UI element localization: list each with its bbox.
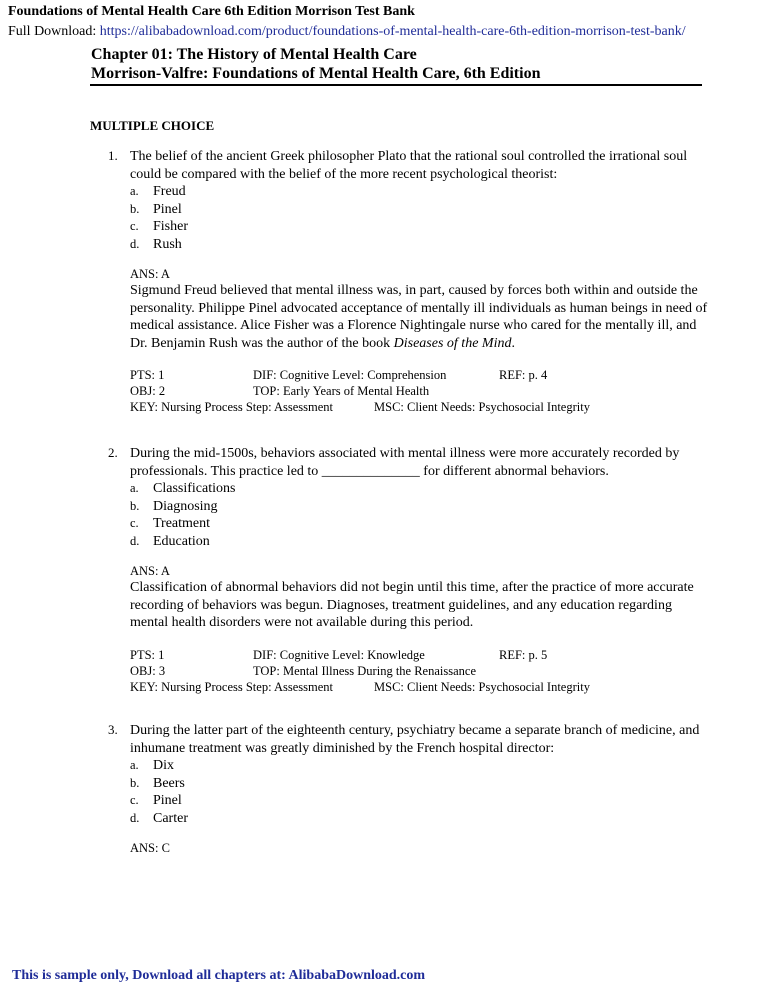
choice-item: [130, 201, 708, 219]
question-metadata: [130, 367, 708, 415]
choice-letter: b.: [130, 775, 140, 790]
choice-letter: c.: [130, 516, 139, 530]
question-text: During the mid-1500s, behaviors associated with mental illness were more accurately recorded by professionals. This practice led to ______________ for different abnormal behaviors.: [130, 446, 680, 479]
choice-letter: c.: [130, 793, 139, 807]
question-3: [108, 722, 708, 856]
choice-item: [130, 757, 708, 775]
download-line: [8, 24, 686, 40]
choice-text: Treatment: [153, 516, 211, 531]
msc: MSC: Client Needs: Psychosocial Integrity: [374, 679, 590, 694]
question-1: [108, 148, 708, 415]
section-title: MULTIPLE CHOICE: [90, 118, 215, 133]
question-number: 3.: [108, 722, 118, 737]
choice-text: Pinel: [153, 793, 182, 808]
key: KEY: Nursing Process Step: Assessment: [130, 679, 334, 694]
choice-item: [130, 533, 708, 551]
choice-text: Education: [153, 533, 210, 549]
choice-letter: d.: [130, 810, 140, 825]
msc: MSC: Client Needs: Psychosocial Integrity: [374, 400, 590, 414]
choice-text: Classifications: [153, 481, 236, 496]
choice-text: Dix: [153, 758, 174, 773]
choice-text: Rush: [153, 236, 182, 252]
choice-item: [130, 236, 708, 254]
choice-item: [130, 775, 708, 793]
download-link[interactable]: https://alibabadownload.com/product/foundations-of-mental-health-care-6th-edition-morrison-test-bank/: [99, 24, 686, 39]
choice-letter: d.: [130, 236, 140, 251]
choice-item: [130, 792, 708, 810]
difficulty: DIF: Cognitive Level: Knowledge: [253, 647, 425, 662]
choice-text: Pinel: [153, 201, 182, 217]
choice-letter: c.: [130, 219, 139, 233]
choice-text: Beers: [153, 775, 185, 791]
answer: ANS: C: [130, 841, 170, 855]
difficulty: DIF: Cognitive Level: Comprehension: [253, 368, 447, 382]
chapter-title: Chapter 01: The History of Mental Health Care: [91, 46, 417, 63]
book-title: Morrison-Valfre: Foundations of Mental Health Care, 6th Edition: [91, 65, 541, 82]
topic: TOP: Mental Illness During the Renaissance: [253, 663, 476, 678]
objective: OBJ: 3: [130, 663, 166, 678]
choice-text: Carter: [153, 810, 188, 826]
rationale-text: Sigmund Freud believed that mental illness was, in part, caused by forces both within and outside the personality. Philippe Pinel advocated acceptance of mentally ill individuals as human beings in need of medical assistance. Alice Fisher was a Florence Nightingale nurse who cared for the mentally ill, and Dr. Benjamin Rush was the author of the book: [130, 283, 708, 351]
question-text: The belief of the ancient Greek philosopher Plato that the rational soul controlled the irrational soul could be compared with the belief of the more recent psychological theorist:: [130, 149, 688, 182]
question-metadata: [130, 647, 708, 695]
choice-item: [130, 498, 708, 516]
reference: REF: p. 5: [499, 647, 548, 662]
question-number: 2.: [108, 445, 118, 460]
points: PTS: 1: [130, 647, 165, 662]
choice-item: [130, 183, 708, 201]
rationale-end: .: [511, 335, 515, 351]
choice-text: Diagnosing: [153, 498, 218, 514]
rationale: Classification of abnormal behaviors did not begin until this time, after the practice of more accurate recording of behaviors was begun. Diagnoses, treatment guidelines, and any education regarding mental health disorders were not available during this period.: [130, 580, 694, 630]
choice-list: [130, 183, 708, 253]
download-label: Full Download:: [8, 24, 97, 39]
question-text: During the latter part of the eighteenth century, psychiatry became a separate branch of medicine, and inhumane treatment was greatly diminished by the French hospital director:: [130, 723, 700, 756]
answer: ANS: A: [130, 267, 170, 281]
key: KEY: Nursing Process Step: Assessment: [130, 400, 334, 414]
choice-letter: a.: [130, 184, 139, 198]
choice-item: [130, 218, 708, 236]
topic: TOP: Early Years of Mental Health: [253, 384, 430, 398]
choice-text: Freud: [153, 184, 186, 199]
choice-item: [130, 810, 708, 828]
answer: ANS: A: [130, 564, 170, 578]
choice-letter: b.: [130, 498, 140, 513]
choice-list: [130, 480, 708, 550]
rationale-book-title: Diseases of the Mind: [393, 335, 512, 351]
points: PTS: 1: [130, 368, 165, 382]
reference: REF: p. 4: [499, 368, 548, 382]
choice-text: Fisher: [153, 219, 188, 234]
choice-item: [130, 515, 708, 533]
objective: OBJ: 2: [130, 384, 166, 398]
choice-letter: a.: [130, 481, 139, 495]
choice-item: [130, 480, 708, 498]
choice-letter: a.: [130, 758, 139, 772]
rationale: [130, 282, 708, 352]
question-number: 1.: [108, 148, 118, 163]
header-divider: [90, 84, 702, 86]
footer-download-notice[interactable]: This is sample only, Download all chapters at: AlibabaDownload.com: [12, 968, 426, 983]
document-header-title: Foundations of Mental Health Care 6th Edition Morrison Test Bank: [8, 4, 415, 19]
choice-list: [130, 757, 708, 827]
choice-letter: d.: [130, 533, 140, 548]
question-2: [108, 445, 708, 695]
choice-letter: b.: [130, 201, 140, 216]
